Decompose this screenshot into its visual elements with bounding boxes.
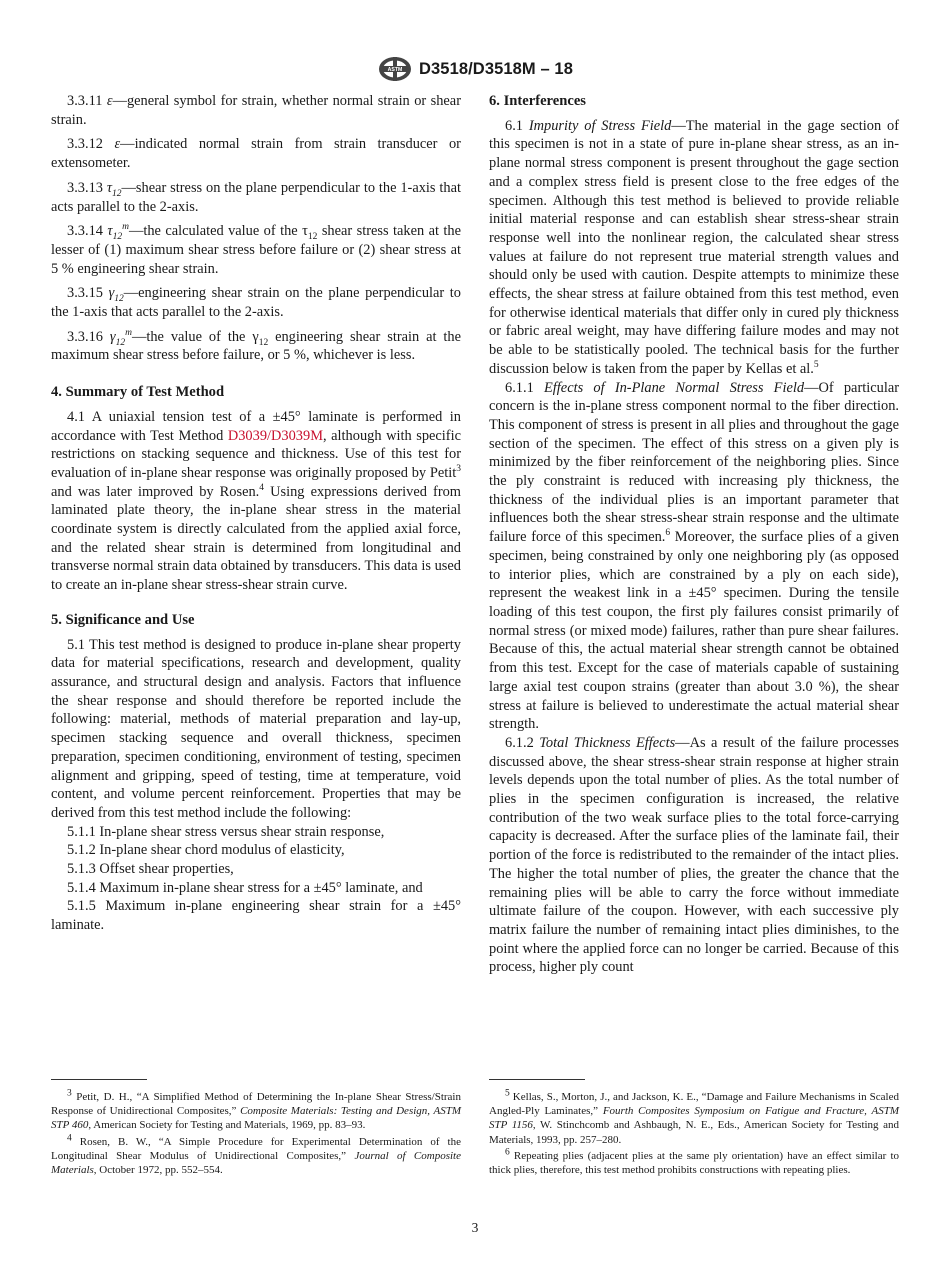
paragraph-6-1-2: 6.1.2 Total Thickness Effects—As a result of the failure processes discussed above, the shear stress-shear strain response at higher strain levels depends upon the total number of plies. As the total number of plies in the specimen configuration is increased, the relative contribution of the two weak surface plies to the total force-carrying capacity is decreased. After the surface plies of the laminate fail, their portion of the force is redistributed to the remainder of the intact plies. The higher the total number of plies, the greater the chance that the remaining plies will be able to carry the force without immediate ultimate failure of the coupon. However, with each successive ply matrix failure the number of remaining intact plies diminishes, to the point where the applied force can no longer be carried. Because of this process, higher ply count (489, 734, 899, 976)
section-5-heading: 5. Significance and Use (51, 611, 195, 628)
definition-3-3-15: 3.3.15 $\gamma_{12}—engineering$ shear strain on the plane perpendicular to the 1-axis that acts parallel to the 2-axis. (51, 285, 461, 321)
svg-text:ASTM: ASTM (387, 67, 403, 74)
footnote-3: $^3$ Petit, D. H., “A Simplified Method of Determining the In-plane Shear Stress/Strain Response of Unidirectional Composites,” Composite Materials: Testing and Design, ASTM STP 460, American Society for Testing and Materials, 1969, pp. 83–93. (51, 1088, 461, 1132)
page-number: 3 (471, 1220, 479, 1235)
section-6-heading: 6. Interferences (489, 93, 586, 109)
section-4-heading: 4. Summary of Test Method (51, 384, 225, 401)
paragraph-5-1-2: 5.1.2 In-plane shear chord modulus of elasticity, (67, 842, 345, 859)
footnotes-left (51, 1090, 461, 1179)
paragraph-5-1-3: 5.1.3 Offset shear properties, (67, 861, 234, 878)
paragraph-5-1-4: 5.1.4 Maximum in-plane shear stress for a ±45° laminate, and (67, 879, 423, 896)
footnotes-right (489, 1090, 899, 1179)
definition-3-3-16: 3.3.16 $\gamma_{12}^m—the$ value of the $\gamma_{12}$ engineering shear strain at the maximum shear stress before failure, or 5 %, whichever is less. (51, 327, 461, 364)
definition-3-3-11: 3.3.11 ε—general symbol for strain, whether normal strain or shear strain. (51, 93, 461, 128)
paragraph-5-1: 5.1 This test method is designed to produce in-plane shear property data for material specifications, research and development, quality assurance, and structural design and analysis. Factors that influence the shear response and should therefore be reported include the following: material, methods of material preparation and lay-up, specimen stacking sequence and overall thickness, specimen preparation, specimen conditioning, environment of testing, specimen alignment and gripping, speed of testing, time at temperature, void content, and volume percent reinforcement. Properties that may be derived from this test method include the following: (51, 636, 461, 821)
footnote-6: $^6$ Repeating plies (adjacent plies at the same ply orientation) have an effect similar to thick plies, therefore, this test method prohibits constructions with repeating plies. (489, 1147, 899, 1177)
paragraph-5-1-5: 5.1.5 Maximum in-plane engineering shear strain for a ±45° laminate. (51, 898, 461, 934)
footnote-rule-left (51, 1079, 147, 1080)
paragraph-4-1: 4.1 A uniaxial tension test of a ±45° laminate is performed in accordance with Test Method D3039/D3039M, although with specific restrictions on stacking sequence and thickness. Use of this test for evaluation of in-plane shear response was originally proposed by Petit$^3$ and was later improved by Rosen.$^4$ Using expressions derived from laminated plate theory, the in-plane shear stress in the material coordinate system is directly calculated from the applied axial force, and the related shear strain is determined from longitudinal and transverse normal strain data obtained by transducers. This data is used to create an in-plane shear stress-shear strain curve. (51, 408, 462, 594)
definition-3-3-14: 3.3.14 $\tau_{12}^m—the$ calculated value of the $\tau_{12}$ shear stress taken at the lesser of (1) maximum shear stress before failure or (2) shear stress at 5 % engineering shear strain. (51, 222, 461, 277)
left-column (51, 92, 461, 935)
paragraph-6-1: 6.1 Impurity of Stress Field—The material in the gage section of this specimen is not in a state of pure in-plane shear stress, as an in-plane normal stress component is present throughout the gage section and a complex stress field is present close to the free edges of the specimen. Although this test method is believed to provide reliable initial material response and can establish shear stress-shear strain response well into the nonlinear region, the calculated shear stress values at failure do not represent true material strength values and should only be used with caution. Despite attempts to minimize these effects, the shear stress at failure obtained from this test method, even for otherwise identical materials that differ only in cured ply thickness or fabric areal weight, may have differing failure modes and may not be able to be statistically pooled. The technical basis for the further discussion below is taken from the paper by Kellas et al.$^5$ (489, 117, 899, 377)
footnote-5: $^5$ Kellas, S., Morton, J., and Jackson, K. E., “Damage and Failure Mechanisms in Scaled Angled-Ply Laminates,” Fourth Composites Symposium on Fatigue and Fracture, ASTM STP 1156, W. Stinchcomb and Ashbaugh, N. E., Eds., American Society for Testing and Materials, 1993, pp. 257–280. (489, 1088, 900, 1146)
paragraph-6-1-1: 6.1.1 Effects of In-Plane Normal Stress Field—Of particular concern is the in-plane stress component normal to the fiber direction. This component of stress is present in all plies and throughout the gage section of the specimen. The effect of this stress on a given ply is minimized by the fiber reinforcement of the neighboring plies. Since the ply constraint is reduced with increasing ply thickness, the thickness of the individual plies is an important parameter that influences both the shear stress-shear strain response and the ultimate failure force of this specimen.$^6$ Moreover, the surface plies of a given specimen, being constrained by only one neighboring ply (as opposed to interior plies, which are constrained by a ply on each side), represent the weakest link in a ±45° specimen. During the tensile loading of this test coupon, the first ply failures consist primarily of normal stress (or mixed mode) failures, rather than pure shear failures. Because of this, the actual material shear strength cannot be obtained from this test. Except for the case of materials capable of sustaining large axial test coupon strains (greater than about 3.0 %), the shear stress at failure is believed to underestimate the actual material shear strength. (489, 379, 900, 733)
footnote-4: $^4$ Rosen, B. W., “A Simple Procedure for Experimental Determination of the Longitudinal Shear Modulus of Unidirectional Composites,” Journal of Composite Materials, October 1972, pp. 552–554. (51, 1132, 461, 1177)
definition-3-3-13: 3.3.13 $\tau_{12}—shear$ stress on the plane perpendicular to the 1-axis that acts parallel to the 2-axis. (51, 179, 461, 215)
footnote-rule-right (489, 1079, 585, 1080)
paragraph-5-1-1: 5.1.1 In-plane shear stress versus shear strain response, (67, 823, 385, 840)
page-header (0, 54, 950, 84)
astm-logo-icon (377, 55, 413, 83)
d3039-link[interactable]: D3039/D3039M (227, 427, 323, 444)
right-column (489, 92, 899, 977)
document-number: D3518/D3518M – 18 (419, 59, 573, 78)
definition-3-3-12: 3.3.12 ε—indicated normal strain from strain transducer or extensometer. (51, 136, 461, 172)
